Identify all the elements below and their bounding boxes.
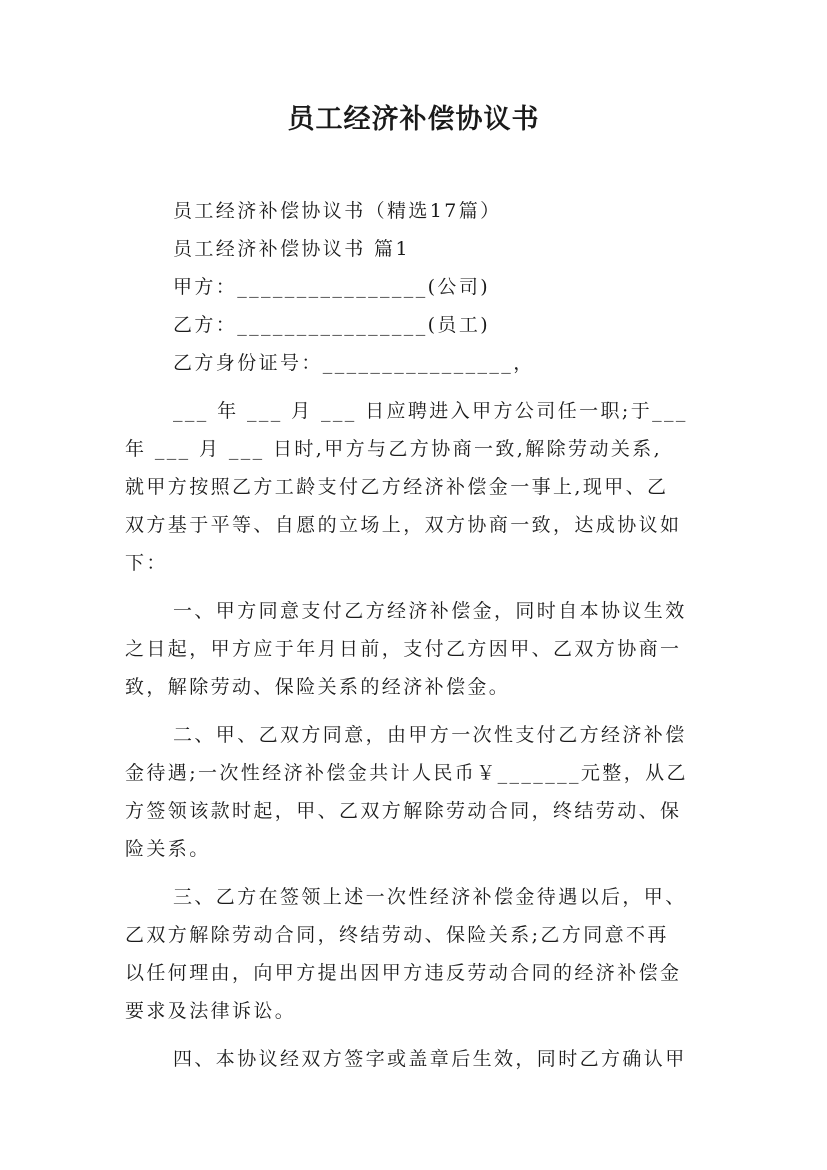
paragraph-2-line: 险关系。 xyxy=(125,838,211,860)
party-b-id-line: 乙方身份证号：________________， xyxy=(173,352,535,374)
intro-line-section: 员工经济补偿协议书 篇1 xyxy=(173,238,410,260)
paragraph-0-line: 下： xyxy=(125,552,168,574)
paragraph-0-line: 双方基于平等、自愿的立场上，双方协商一致，达成协议如 xyxy=(125,514,682,536)
document-body xyxy=(125,192,715,1078)
paragraph-4-line: 四、本协议经双方签字或盖章后生效，同时乙方确认甲 xyxy=(173,1048,687,1070)
paragraph-3-line: 要求及法律诉讼。 xyxy=(125,1000,297,1022)
paragraph-2-line: 二、甲、乙双方同意，由甲方一次性支付乙方经济补偿 xyxy=(173,724,687,746)
paragraph-3-line: 乙双方解除劳动合同，终结劳动、保险关系;乙方同意不再 xyxy=(125,924,669,946)
party-b-line: 乙方：________________(员工) xyxy=(173,314,491,336)
paragraph-gap xyxy=(125,706,715,716)
paragraph-2-line: 方签领该款时起，甲、乙双方解除劳动合同，终结劳动、保 xyxy=(125,800,682,822)
paragraph-1-line: 致，解除劳动、保险关系的经济补偿金。 xyxy=(125,676,511,698)
paragraph-gap xyxy=(125,868,715,878)
document-title: 员工经济补偿协议书 xyxy=(287,104,540,135)
paragraph-3-line: 三、乙方在签领上述一次性经济补偿金待遇以后，甲、 xyxy=(173,886,687,908)
intro-line-heading: 员工经济补偿协议书（精选17篇） xyxy=(173,200,502,222)
paragraph-0-line: ___ 年 ___ 月 ___ 日应聘进入甲方公司任一职;于___ xyxy=(173,400,688,422)
paragraph-gap xyxy=(125,1030,715,1040)
paragraph-1-line: 一、甲方同意支付乙方经济补偿金，同时自本协议生效 xyxy=(173,600,687,622)
party-a-line: 甲方：________________(公司) xyxy=(173,276,491,298)
paragraph-3-line: 以任何理由，向甲方提出因甲方违反劳动合同的经济补偿金 xyxy=(125,962,682,984)
paragraph-gap xyxy=(125,382,715,392)
paragraph-1-line: 之日起，甲方应于年月日前，支付乙方因甲、乙双方协商一 xyxy=(125,638,682,660)
paragraph-0-line: 年 ___ 月 ___ 日时,甲方与乙方协商一致,解除劳动关系, xyxy=(125,438,663,460)
paragraph-2-line: 金待遇;一次性经济补偿金共计人民币￥_______元整，从乙 xyxy=(125,762,688,784)
paragraph-gap xyxy=(125,582,715,592)
paragraph-0-line: 就甲方按照乙方工龄支付乙方经济补偿金一事上,现甲、乙 xyxy=(125,476,669,498)
